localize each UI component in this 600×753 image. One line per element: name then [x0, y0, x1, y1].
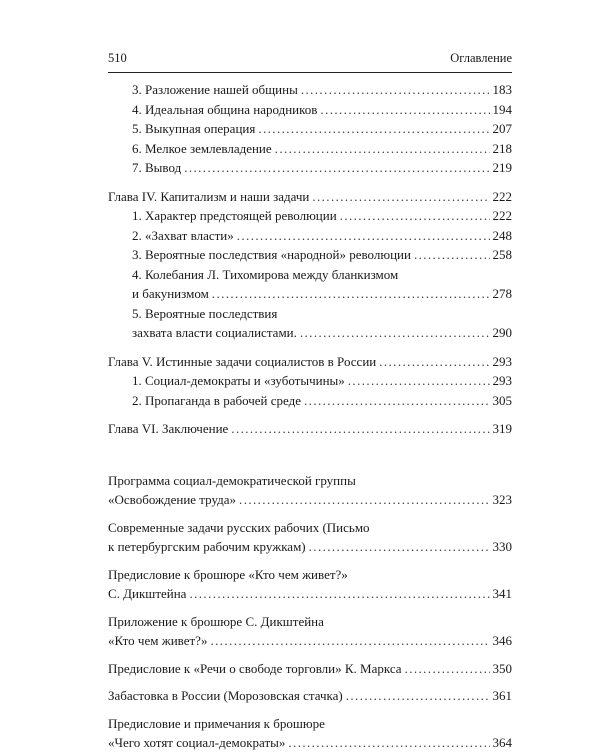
- toc-entry-title-line: 5. Вероятные последствия: [132, 305, 278, 321]
- toc-entry-title: 5. Выкупная операция: [132, 121, 256, 136]
- table-of-contents: [108, 80, 512, 753]
- toc-entry-leader-line: [132, 100, 512, 120]
- toc-entry-title-line: Приложение к брошюре С. Дикштейна: [108, 613, 324, 629]
- toc-entry-title: «Кто чем живет?»: [108, 633, 208, 648]
- toc-entry-title: 2. Пропаганда в рабочей среде: [132, 392, 302, 408]
- toc-entry: [108, 206, 512, 226]
- running-header: [108, 51, 512, 66]
- toc-entry: [108, 139, 512, 159]
- dot-leader: [184, 158, 489, 178]
- toc-entry-title: 6. Мелкое землевладение: [132, 140, 272, 156]
- toc-entry-title: 3. Разложение нашей общины: [132, 82, 298, 97]
- dot-leader: [379, 352, 489, 372]
- toc-entry: [108, 226, 512, 246]
- toc-entry-page: 323: [492, 492, 512, 507]
- toc-entry-leader-line: [108, 490, 512, 510]
- toc-entry-page: 218: [492, 140, 512, 156]
- toc-entry-title: С. Дикштейна: [108, 586, 187, 601]
- dot-leader: [304, 391, 489, 411]
- dot-leader: [405, 659, 490, 679]
- toc-entry-page: 350: [492, 660, 512, 676]
- toc-entry-title: Глава V. Истинные задачи социалистов в России: [108, 353, 377, 369]
- dot-leader: [300, 323, 490, 343]
- toc-entry-title: и бакунизмом: [132, 286, 209, 301]
- toc-entry-leader-line: [108, 187, 512, 207]
- dot-leader: [231, 419, 489, 439]
- toc-entry: [108, 565, 512, 604]
- dot-leader: [212, 284, 490, 304]
- dot-leader: [237, 226, 490, 246]
- running-title: Оглавление: [450, 51, 512, 65]
- toc-entry-leader-line: [132, 158, 512, 178]
- header-rule: [108, 72, 512, 73]
- toc-entry-leader-line: [132, 119, 512, 139]
- toc-entry: [108, 119, 512, 139]
- toc-entry-page: 258: [492, 247, 512, 262]
- toc-entry-leader-line: [132, 139, 512, 159]
- toc-entry-page: 319: [492, 421, 512, 436]
- toc-entry: [108, 391, 512, 411]
- toc-entry-page: 293: [492, 353, 512, 369]
- dot-leader: [275, 139, 490, 159]
- toc-entry-leader-line: [108, 352, 512, 372]
- toc-entry-title-line: 4. Колебания Л. Тихомирова между бланкизмом: [132, 266, 399, 282]
- toc-entry-title: 3. Вероятные последствия «народной» революции: [132, 247, 411, 262]
- toc-entry-page: 219: [492, 160, 512, 175]
- toc-entry-page: 278: [492, 286, 512, 301]
- toc-entry-page: 248: [492, 227, 512, 243]
- toc-entry: [108, 304, 512, 343]
- toc-entry-page: 364: [492, 735, 512, 750]
- toc-entry-title: к петербургским рабочим кружкам): [108, 539, 306, 554]
- toc-entry-page: 341: [492, 586, 512, 601]
- toc-entry: [108, 352, 512, 372]
- dot-leader: [414, 245, 490, 265]
- toc-entry-leader-line: [132, 391, 512, 411]
- dot-leader: [340, 206, 490, 226]
- toc-entry-leader-line: [132, 80, 512, 100]
- toc-entry-title-line: Современные задачи русских рабочих (Письмо: [108, 519, 370, 535]
- toc-entry-title: 2. «Захват власти»: [132, 227, 234, 243]
- toc-entry: [108, 714, 512, 753]
- toc-entry-leader-line: [108, 419, 512, 439]
- dot-leader: [301, 80, 490, 100]
- toc-entry-page: 293: [492, 373, 512, 388]
- toc-entry: [108, 265, 512, 304]
- toc-entry: [108, 518, 512, 557]
- dot-leader: [309, 537, 490, 557]
- toc-entry-leader-line: [108, 686, 512, 706]
- toc-entry-leader-line: [132, 371, 512, 391]
- toc-entry: [108, 612, 512, 651]
- dot-leader: [210, 631, 489, 651]
- toc-entry-leader-line: [132, 323, 512, 343]
- toc-entry-title: Забастовка в России (Морозовская стачка): [108, 688, 343, 703]
- toc-entry-page: 194: [492, 101, 512, 117]
- toc-entry-leader-line: [108, 631, 512, 651]
- toc-entry-title: Глава VI. Заключение: [108, 421, 229, 436]
- toc-entry-title: 4. Идеальная община народников: [132, 101, 318, 117]
- toc-entry-leader-line: [132, 284, 512, 304]
- toc-entry-leader-line: [132, 226, 512, 246]
- toc-entry-title-line: Предисловие к брошюре «Кто чем живет?»: [108, 566, 348, 582]
- toc-entry-page: 330: [492, 539, 512, 554]
- toc-entry-leader-line: [108, 659, 512, 679]
- toc-entry-title: 7. Вывод: [132, 160, 182, 175]
- dot-leader: [239, 490, 489, 510]
- toc-entry: [108, 371, 512, 391]
- toc-entry-leader-line: [108, 537, 512, 557]
- dot-leader: [312, 187, 489, 207]
- toc-entry-page: 183: [492, 82, 512, 97]
- dot-leader: [348, 371, 490, 391]
- toc-entry: [108, 419, 512, 439]
- toc-entry-title: 1. Характер предстоящей революции: [132, 208, 337, 223]
- toc-entry: [108, 100, 512, 120]
- dot-leader: [346, 686, 490, 706]
- toc-entry: [108, 187, 512, 207]
- toc-entry-page: 290: [492, 325, 512, 340]
- page-number: 510: [108, 51, 127, 65]
- toc-entry-title: Предисловие к «Речи о свободе торговли» К. Маркса: [108, 660, 402, 676]
- toc-entry: [108, 471, 512, 510]
- toc-entry-title: 1. Социал-демократы и «зуботычины»: [132, 373, 345, 388]
- toc-entry-title-line: Предисловие и примечания к брошюре: [108, 715, 325, 731]
- toc-entry-leader-line: [132, 245, 512, 265]
- toc-entry-page: 222: [492, 208, 512, 223]
- toc-entry: [108, 686, 512, 706]
- toc-entry-title: «Чего хотят социал-демократы»: [108, 735, 286, 750]
- toc-entry-leader-line: [108, 584, 512, 604]
- toc-entry: [108, 80, 512, 100]
- dot-leader: [320, 100, 489, 120]
- toc-entry-page: 305: [492, 392, 512, 408]
- dot-leader: [258, 119, 489, 139]
- toc-entry: [108, 158, 512, 178]
- toc-entry-page: 361: [492, 688, 512, 703]
- toc-entry-leader-line: [132, 206, 512, 226]
- toc-entry-page: 207: [492, 121, 512, 136]
- toc-entry-title: Глава IV. Капитализм и наши задачи: [108, 188, 310, 204]
- toc-entry: [108, 659, 512, 679]
- toc-entry-page: 222: [492, 188, 512, 204]
- toc-entry-title-line: Программа социал-демократической группы: [108, 472, 356, 488]
- toc-entry-title: захвата власти социалистами.: [132, 325, 297, 340]
- toc-entry: [108, 245, 512, 265]
- toc-entry-title: «Освобождение труда»: [108, 492, 237, 507]
- dot-leader: [189, 584, 489, 604]
- toc-entry-page: 346: [492, 633, 512, 648]
